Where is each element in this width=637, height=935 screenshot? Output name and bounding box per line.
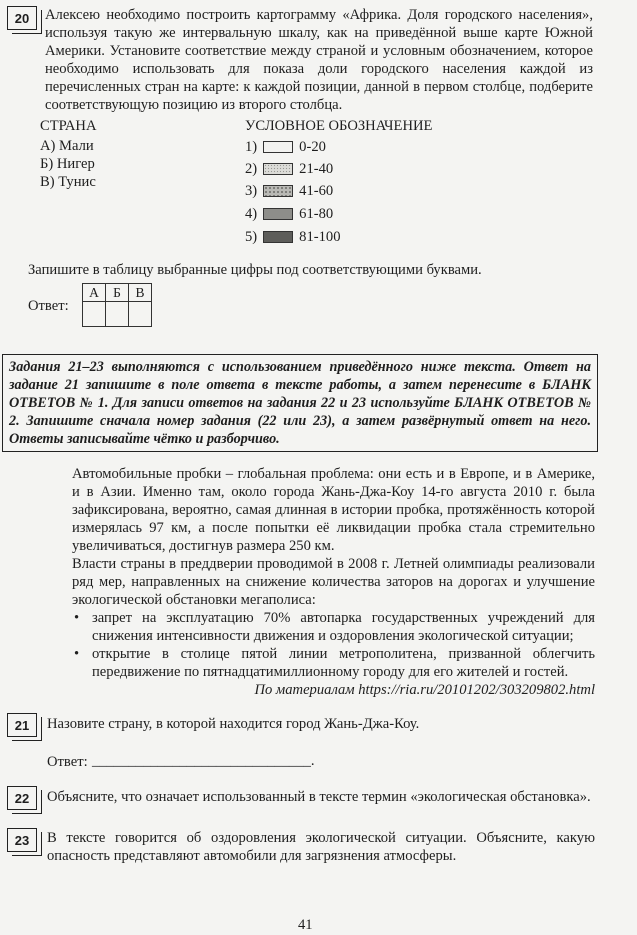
article-bullet-1: • запрет на эксплуатацию 70% автопарка государственных учреждений для снижения интенсивности движения и оздоровления экологической ситуации; [74, 610, 595, 644]
instructions-box: Задания 21–23 выполняются с использованием приведённого ниже текста. Ответ на задание 21 запишите в поле ответа в тексте работы, а затем перенесите в БЛАНК ОТВЕТОВ № 1. Для записи ответов на задания 22 и 23 используйте БЛАНК ОТВЕТОВ № 2. Запишите сначала номер задания (22 или 23), а затем развёрнутый ответ на него. Ответы записывайте чётко и разборчиво. [2, 354, 598, 452]
legend-header: УСЛОВНОЕ ОБОЗНАЧЕНИЕ [245, 118, 433, 134]
article-text [72, 465, 595, 699]
legend-swatch [263, 185, 293, 197]
countries-header: СТРАНА [40, 118, 97, 134]
answer-table-header: А [83, 284, 106, 302]
question-20-instruction: Запишите в таблицу выбранные цифры под соответствующими буквами. [28, 262, 482, 278]
answer-cell-c[interactable] [129, 302, 152, 327]
legend-swatch [263, 163, 293, 175]
article-source: По материалам https://ria.ru/20101202/303209802.html [254, 682, 595, 698]
legend-swatch [263, 231, 293, 243]
legend-swatch [263, 141, 293, 153]
question-21-text: Назовите страну, в которой находится город Жань-Джа-Коу. [47, 716, 420, 732]
answer-table-header: Б [106, 284, 129, 302]
answer-input-21[interactable]: ______________________________. [92, 753, 315, 769]
country-item: А) Мали [40, 138, 94, 154]
question-20-text: Алексею необходимо построить картограмму «Африка. Доля городского населения», используя такую же интервальную шкалу, как на приведённой выше карте Южной Америки. Установите соответствие между страной и условным обозначением, которое необходимо использовать для показа доли городского населения каждой из перечисленных стран на карте: к каждой позиции, данной в первом столбце, подберите соответствующую позицию из второго столбца. [45, 7, 593, 113]
article-bullet-2: • открытие в столице пятой линии метрополитена, призванной облегчить передвижение по пятнадцатимиллионному городу для его жителей и гостей. [74, 646, 595, 680]
question-number-22: 22 [7, 786, 37, 810]
question-22-text: Объясните, что означает использованный в тексте термин «экологическая обстановка». [47, 789, 591, 805]
article-paragraph-1: Автомобильные пробки – глобальная проблема: они есть и в Европе, и в Америке, и в Азии. Именно там, около города Жань-Джа-Коу 14-го августа 2010 г. была зафиксирована, вероятно, самая длинная в истории пробка, протяжённость которой измерялась 97 км, а после попытки её ликвидации пробка стала стремительно увеличиваться, достигнув размера 250 км. [72, 466, 595, 554]
country-list [40, 137, 96, 191]
answer-label-21: Ответ: [47, 754, 88, 770]
question-number-21: 21 [7, 713, 37, 737]
answer-label-20: Ответ: [28, 298, 69, 314]
legend-item-5: 5) 81-100 [245, 228, 341, 245]
country-item: Б) Нигер [40, 156, 95, 172]
article-paragraph-2: Власти страны в преддверии проводимой в 2008 г. Летней олимпиады реализовали ряд мер, направленных на снижение количества заторов на дорогах и улучшение экологической обстановки мегаполиса: [72, 556, 595, 608]
question-number-23: 23 [7, 828, 37, 852]
question-23-text: В тексте говорится об оздоровления экологической ситуации. Объясните, какую опасность представляют автомобили для загрязнения атмосферы. [47, 830, 595, 864]
legend-item-4: 4) 61-80 [245, 205, 334, 222]
legend-item-1: 1) 0-20 [245, 138, 326, 155]
bullet-icon: • [74, 610, 80, 626]
legend-swatch [263, 208, 293, 220]
answer-cell-a[interactable] [83, 302, 106, 327]
bullet-icon: • [74, 646, 80, 662]
answer-table-header: В [129, 284, 152, 302]
question-number-20: 20 [7, 6, 37, 30]
country-item: В) Тунис [40, 174, 96, 190]
answer-table-input-row [83, 302, 152, 327]
answer-cell-b[interactable] [106, 302, 129, 327]
legend-item-2: 2) 21-40 [245, 160, 334, 177]
answer-table-header-row [83, 284, 152, 302]
answer-table-20 [82, 283, 152, 327]
legend-item-3: 3) 41-60 [245, 182, 334, 199]
page-number: 41 [298, 917, 313, 933]
